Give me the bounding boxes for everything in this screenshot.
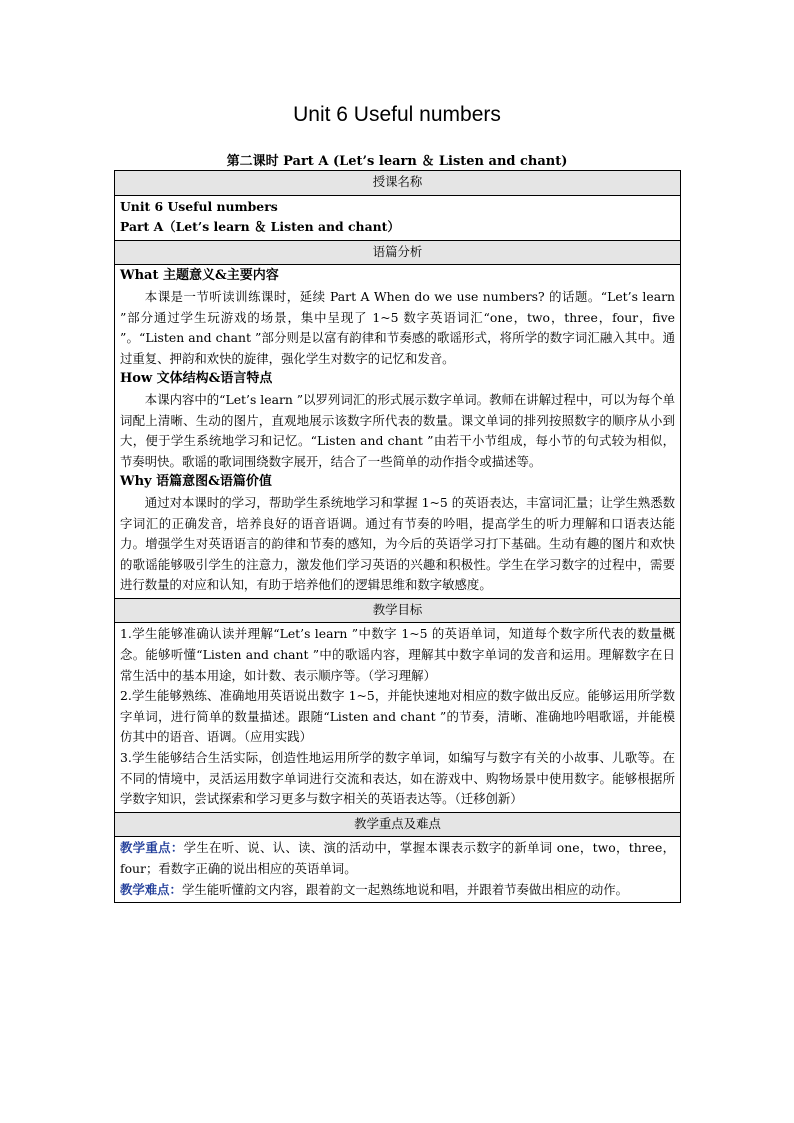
lesson-plan-table (114, 170, 681, 903)
page-title: Unit 6 Useful numbers (293, 103, 501, 126)
text-analysis-cell (115, 265, 681, 599)
course-name-line2: Part A（Let’s learn ＆ Listen and chant） (120, 219, 400, 235)
difficulty-paragraph (120, 880, 675, 901)
key-points-header: 教学重点及难点 (115, 812, 681, 837)
objective-item-3: 3.学生能够结合生活实际，创造性地运用所学的数字单词，如编写与数字有关的小故事、儿歌等。在不同的情境中，灵活运用数字单词进行交流和表达，如在游戏中、购物场景中使用数字。能够根据所学数字知识，尝试探索和学习更多与数字相关的英语表达等。（迁移创新） (120, 750, 675, 807)
objectives-header: 教学目标 (115, 598, 681, 623)
lesson-subtitle: 第二课时 Part A (Let’s learn ＆ Listen and chant) (226, 154, 568, 169)
why-heading: Why 语篇意图&语篇价值 (120, 474, 272, 490)
difficulty-label: 教学难点： (120, 881, 182, 897)
objectives-cell (115, 623, 681, 812)
focus-paragraph (120, 838, 675, 879)
what-heading: What 主题意义&主要内容 (120, 268, 279, 284)
objective-item-1: 1.学生能够准确认读并理解“Let’s learn ”中数字 1~5 的英语单词，知道每个数字所代表的数量概念。能够听懂“Listen and chant ”中的歌谣内容，理解其中数字单词的发音和运用。理解数字在日常生活中的基本用途，如计数、表示顺序等。（学习理解） (120, 626, 675, 683)
how-text: 本课内容中的“Let’s learn ”以罗列词汇的形式展示数字单词。教师在讲解过程中，可以为每个单词配上清晰、生动的图片，直观地展示该数字所代表的数量。课文单词的排列按照数字的顺序从小到大，便于学生系统地学习和记忆。“Listen and chant ”由若干小节组成，每小节的句式较为相似，节奏明快。歌谣的歌词围绕数字展开，结合了一些简单的动作指令或描述等。 (120, 391, 675, 469)
what-text: 本课是一节听读训练课时，延续 Part A When do we use numbers? 的话题。“Let’s learn ”部分通过学生玩游戏的场景，集中呈现了 1~5 数字英语词汇“one，two，three，four，five ”。“Listen and chant ”部分则是以富有韵律和节奏感的歌谣形式，将所学的数字词汇融入其中。通过重复、押韵和欢快的旋律，强化学生对数字的记忆和发音。 (120, 288, 675, 366)
text-analysis-header: 语篇分析 (115, 240, 681, 265)
difficulty-text: 学生能听懂韵文内容，跟着韵文一起熟练地说和唱，并跟着节奏做出相应的动作。 (181, 881, 629, 897)
how-heading: How 文体结构&语言特点 (120, 371, 273, 387)
focus-label: 教学重点： (120, 840, 184, 856)
course-name-cell (115, 195, 681, 240)
focus-text: 学生在听、说、认、读、演的活动中，掌握本课表示数字的新单词 one，two，three，four；看数字正确的说出相应的英语单词。 (120, 840, 675, 876)
why-text: 通过对本课时的学习，帮助学生系统地学习和掌握 1~5 的英语表达，丰富词汇量；让学生熟悉数字词汇的正确发音，培养良好的语音语调。通过有节奏的吟唱，提高学生的听力理解和口语表达能力。增强学生对英语语言的韵律和节奏的感知，为今后的英语学习打下基础。生动有趣的图片和欢快的歌谣能够吸引学生的注意力，激发他们学习英语的兴趣和积极性。学生在学习数字的过程中，需要进行数量的对应和认知，有助于培养他们的逻辑思维和数字敏感度。 (120, 494, 675, 593)
course-name-header: 授课名称 (115, 171, 681, 196)
key-points-cell (115, 837, 681, 903)
course-name-line1: Unit 6 Useful numbers (120, 198, 278, 214)
objective-item-2: 2.学生能够熟练、准确地用英语说出数字 1~5，并能快速地对相应的数字做出反应。能够运用所学数字单词，进行简单的数量描述。跟随“Listen and chant ”的节奏，清晰、准确地吟唱歌谣，并能模仿其中的语音、语调。（应用实践） (120, 688, 675, 745)
